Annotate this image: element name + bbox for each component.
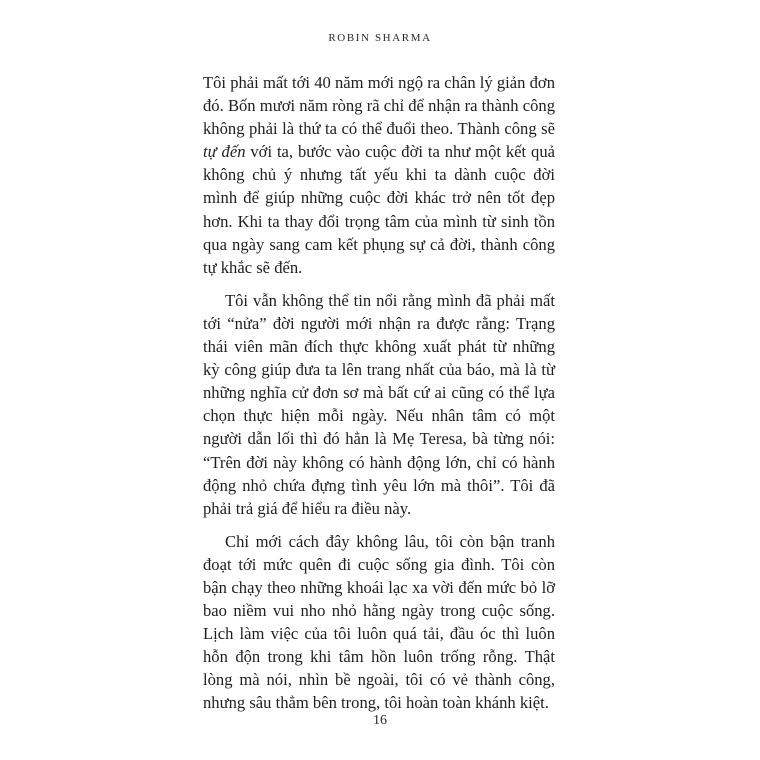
running-header: ROBIN SHARMA xyxy=(328,32,432,44)
page-number: 16 xyxy=(373,713,387,728)
paragraph-1 xyxy=(203,71,555,279)
paragraph-2: Tôi vẫn không thể tin nổi rằng mình đã phải mất tới “nửa” đời người mới nhận ra được rằng: Trạng thái viên mãn đích thực không xuất phát từ những kỳ công giúp đưa ta lên trang nhất của báo, mà là từ những nghĩa cử đơn sơ mà bất cứ ai cũng có thể lựa chọn thực hiện mỗi ngày. Nếu nhân tâm có một người dẫn lối thì đó hẳn là Mẹ Teresa, bà từng nói: “Trên đời này không có hành động lớn, chỉ có hành động nhỏ chứa đựng tình yêu lớn mà thôi”. Tôi đã phải trả giá để hiểu ra điều này. xyxy=(203,290,555,518)
paragraph-3: Chỉ mới cách đây không lâu, tôi còn bận tranh đoạt tới mức quên đi cuộc sống gia đình. Tôi còn bận chạy theo những khoái lạc xa vời đến mức bỏ lỡ bao niềm vui nho nhỏ hằng ngày trong cuộc sống. Lịch làm việc của tôi luôn quá tải, đầu óc thì luôn hỗn độn trong khi tâm hồn luôn trống rỗng. Thật lòng mà nói, nhìn bề ngoài, tôi có vẻ thành công, nhưng sâu thẳm bên trong, tôi hoàn toàn khánh kiệt. xyxy=(203,531,555,713)
emphasis-text: tự đến xyxy=(203,142,246,162)
paragraph-1-text-end: với ta, bước vào cuộc đời ta như một kết quả không chủ ý nhưng tất yếu khi ta dành cuộc đời mình để giúp những cuộc đời khác trở nên tốt đẹp hơn. Khi ta thay đổi trọng tâm của mình từ sinh tồn qua ngày sang cam kết phụng sự cả đời, thành công tự khắc sẽ đến. xyxy=(203,142,555,277)
body-text xyxy=(203,71,555,715)
paragraph-1-text-start: Tôi phải mất tới 40 năm mới ngộ ra chân lý giản đơn đó. Bốn mươi năm ròng rã chỉ để nhận ra thành công không phải là thứ ta có thể đuổi theo. Thành công sẽ xyxy=(203,73,555,139)
